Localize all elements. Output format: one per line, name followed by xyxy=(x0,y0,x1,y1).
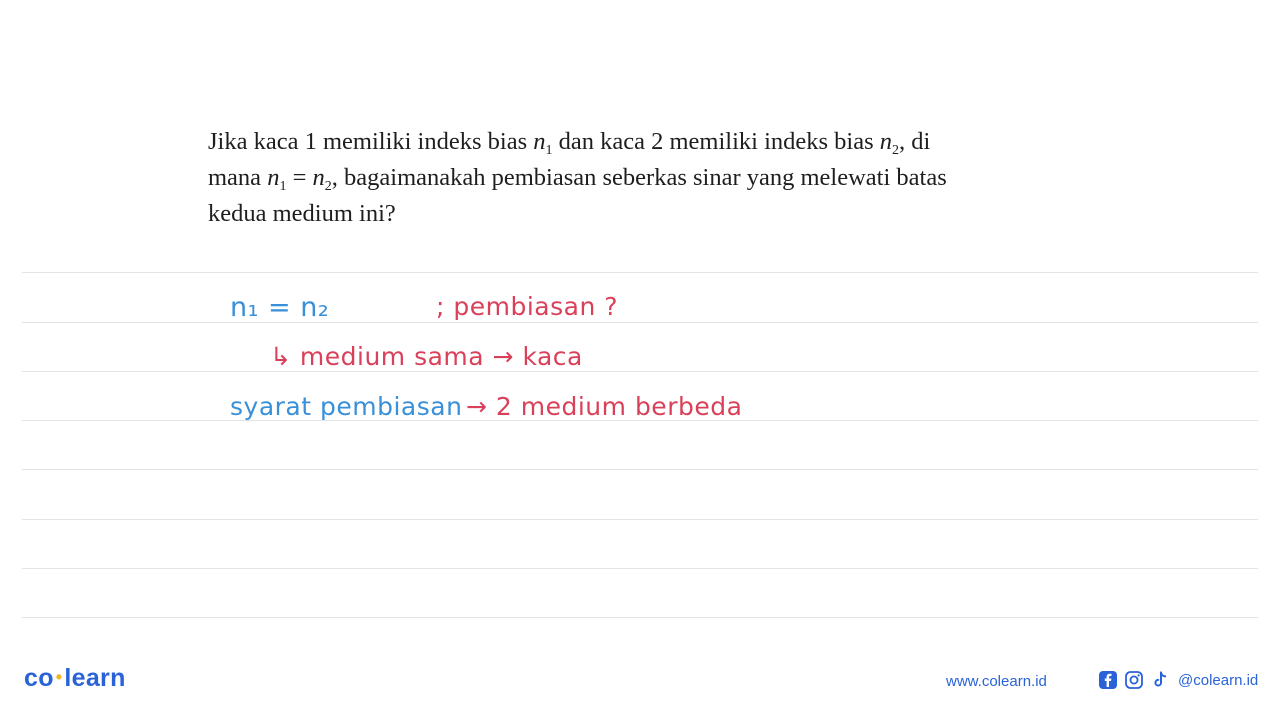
question-text xyxy=(208,124,1108,232)
question-line-1 xyxy=(208,124,1108,160)
n-symbol: n xyxy=(267,164,280,191)
logo-text: learn xyxy=(64,664,126,692)
ruled-line xyxy=(22,568,1258,569)
question-text-segment: , di xyxy=(899,128,931,155)
ruled-line xyxy=(22,519,1258,520)
question-text-segment: mana xyxy=(208,164,268,191)
colearn-logo xyxy=(24,664,126,693)
handwritten-condition: syarat pembiasan xyxy=(230,392,463,421)
social-links xyxy=(1098,670,1258,690)
ruled-line xyxy=(22,469,1258,470)
ruled-line xyxy=(22,322,1258,323)
question-line-2 xyxy=(208,160,1108,196)
question-text-segment: dan kaca 2 memiliki indeks bias xyxy=(552,128,880,155)
n-symbol: n xyxy=(879,128,893,155)
facebook-icon[interactable] xyxy=(1098,670,1118,690)
logo-dot: • xyxy=(55,667,63,687)
subscript: 1 xyxy=(279,179,287,194)
question-text-segment: , bagaimanakah pembiasan seberkas sinar yang melewati batas xyxy=(331,164,947,191)
equals-sign: = xyxy=(286,164,313,191)
ruled-line xyxy=(22,371,1258,372)
question-text-segment: Jika kaca 1 memiliki indeks bias xyxy=(208,128,534,155)
ruled-line xyxy=(22,617,1258,618)
tiktok-icon[interactable] xyxy=(1150,670,1170,690)
social-handle[interactable]: @colearn.id xyxy=(1178,671,1259,689)
handwritten-question: ; pembiasan ? xyxy=(436,292,619,321)
subscript: 2 xyxy=(324,179,332,194)
n-symbol: n xyxy=(312,164,325,191)
instagram-icon[interactable] xyxy=(1124,670,1144,690)
ruled-line xyxy=(22,272,1258,273)
n-symbol: n xyxy=(533,128,546,155)
question-line-3: kedua medium ini? xyxy=(208,200,396,227)
handwritten-medium-note: ↳ medium sama → kaca xyxy=(270,342,583,371)
logo-text: co xyxy=(24,664,54,692)
subscript: 1 xyxy=(545,143,553,158)
website-url[interactable]: www.colearn.id xyxy=(946,673,1047,690)
handwritten-condition-result: → 2 medium berbeda xyxy=(466,392,743,421)
subscript: 2 xyxy=(892,143,900,158)
handwritten-equation: n₁ = n₂ xyxy=(230,292,330,323)
